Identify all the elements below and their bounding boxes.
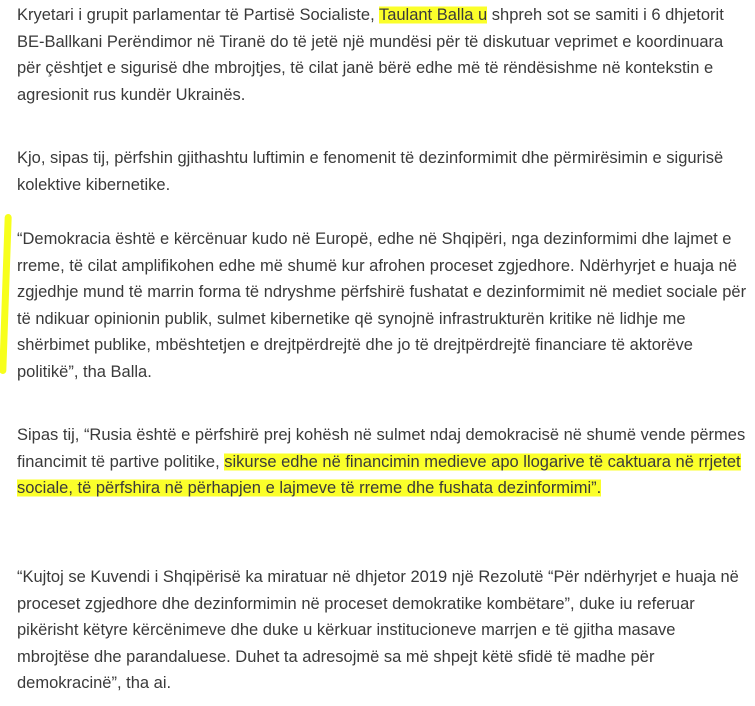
paragraph-5: “Kujtoj se Kuvendi i Shqipërisë ka miratuar në dhjetor 2019 një Rezolutë “Për ndërhyrjet e huaja në proceset zgjedhore dhe dezinformimin në proceset demokratike kombëtare”, duke iu referuar pikërisht këtyre kërcënimeve dhe duke u kërkuar institucioneve marrjen e të gjitha masave mbrojtëse dhe parandaluese. Duhet ta adresojmë sa më shpejt këtë sfidë të madhe për demokracinë”, tha ai. [17, 568, 739, 692]
paragraph-4 [17, 422, 747, 502]
margin-highlight-mark [0, 214, 12, 374]
paragraph-1-rest: shpreh sot se samiti i 6 dhjetorit BE-Ballkani Perëndimor në Tiranë do të jetë një mundësi për të diskutuar veprimet e koordinuara për çështjet e sigurisë dhe mbrojtjes, të cilat janë bërë edhe më të rëndësishme në kontekstin e agresionit rus kundër Ukrainës. [17, 6, 724, 104]
highlighted-name: Taulant Balla u [378, 6, 488, 24]
paragraph-2: Kjo, sipas tij, përfshin gjithashtu luftimin e fenomenit të dezinformimit dhe përmirësimin e sigurisë kolektive kibernetike. [17, 149, 724, 194]
highlighted-passage: sikurse edhe në financimin medieve apo llogarive të caktuara në rrjetet sociale, të përfshira në përhapjen e lajmeve të rreme dhe fushata dezinformimi”. [17, 452, 741, 497]
paragraph-1 [17, 2, 747, 108]
paragraph-1-intro: Kryetari i grupit parlamentar të Partisë Socialiste, [17, 6, 379, 24]
paragraph-4-intro: Sipas tij, “Rusia është e përfshirë prej kohësh në sulmet ndaj demokracisë në shumë vende përmes financimit të partive politike, [17, 426, 746, 471]
quote-paragraph: “Demokracia është e kërcënuar kudo në Europë, edhe në Shqipëri, nga dezinformimi dhe lajmet e rreme, të cilat amplifikohen edhe më shumë kur afrohen proceset zgjedhore. Ndërhyrjet e huaja në zgjedhje mund të marrin forma të ndryshme përfshirë fushatat e dezinformimit në mediet sociale për të ndikuar opinionin publik, sulmet kibernetike që synojnë infrastrukturën kritike në lidhje me shërbimet publike, mbështetjen e drejtpërdrejtë dhe jo të drejtpërdrejtë financiare të aktorëve politikë”, tha Balla. [17, 230, 747, 381]
